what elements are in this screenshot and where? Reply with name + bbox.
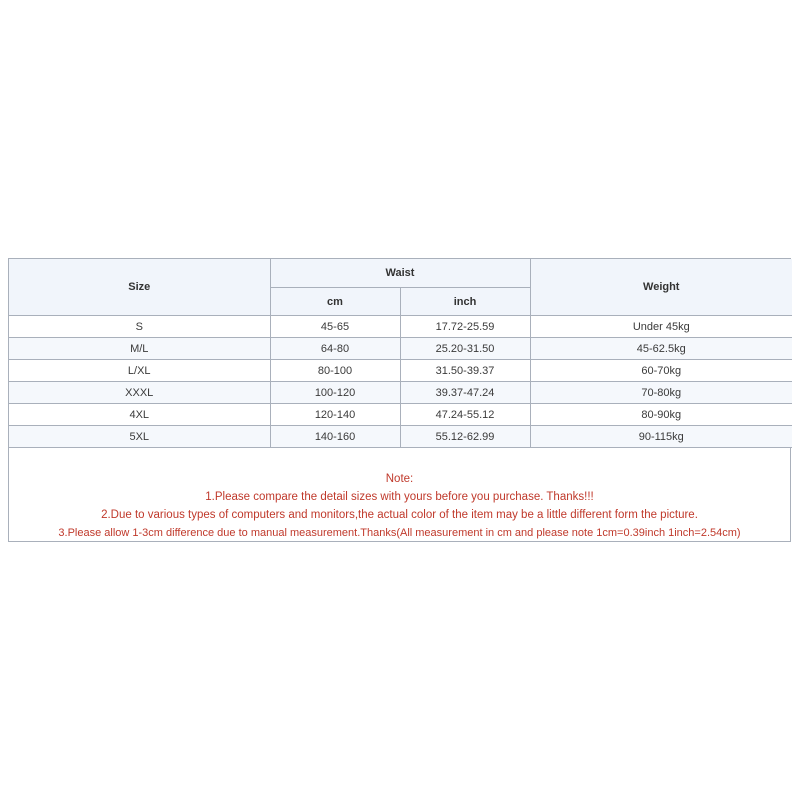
cell-weight: 60-70kg: [530, 360, 792, 382]
cell-size: M/L: [9, 338, 270, 360]
note-line-3: 3.Please allow 1-3cm difference due to manual measurement.Thanks(All measurement in cm and please note 1cm=0.39inch 1inch=2.54cm): [58, 527, 741, 539]
size-chart: [8, 258, 791, 542]
header-size: Size: [9, 259, 270, 316]
cell-cm: 45-65: [270, 316, 400, 338]
cell-inch: 55.12-62.99: [400, 426, 530, 448]
cell-weight: Under 45kg: [530, 316, 792, 338]
header-inch: inch: [400, 288, 530, 316]
cell-cm: 120-140: [270, 404, 400, 426]
header-waist: Waist: [270, 259, 530, 288]
cell-size: 5XL: [9, 426, 270, 448]
cell-inch: 17.72-25.59: [400, 316, 530, 338]
header-cm: cm: [270, 288, 400, 316]
cell-size: XXXL: [9, 382, 270, 404]
cell-cm: 80-100: [270, 360, 400, 382]
cell-weight: 70-80kg: [530, 382, 792, 404]
table-row: [9, 404, 792, 426]
cell-size: L/XL: [9, 360, 270, 382]
cell-weight: 90-115kg: [530, 426, 792, 448]
header-weight: Weight: [530, 259, 792, 316]
cell-weight: 80-90kg: [530, 404, 792, 426]
cell-inch: 25.20-31.50: [400, 338, 530, 360]
cell-cm: 140-160: [270, 426, 400, 448]
cell-inch: 47.24-55.12: [400, 404, 530, 426]
note-title: Note:: [385, 473, 414, 485]
cell-inch: 39.37-47.24: [400, 382, 530, 404]
note-line-2: 2.Due to various types of computers and monitors,the actual color of the item may be a little different form the picture.: [101, 509, 698, 521]
cell-inch: 31.50-39.37: [400, 360, 530, 382]
cell-size: 4XL: [9, 404, 270, 426]
table-row: [9, 382, 792, 404]
table-row: [9, 426, 792, 448]
note-line-1: 1.Please compare the detail sizes with yours before you purchase. Thanks!!!: [205, 491, 594, 503]
header-row: [9, 259, 792, 288]
table-row: [9, 316, 792, 338]
cell-size: S: [9, 316, 270, 338]
size-table: [9, 259, 792, 448]
cell-weight: 45-62.5kg: [530, 338, 792, 360]
table-row: [9, 338, 792, 360]
table-row: [9, 360, 792, 382]
note-section: [9, 448, 790, 542]
cell-cm: 100-120: [270, 382, 400, 404]
cell-cm: 64-80: [270, 338, 400, 360]
